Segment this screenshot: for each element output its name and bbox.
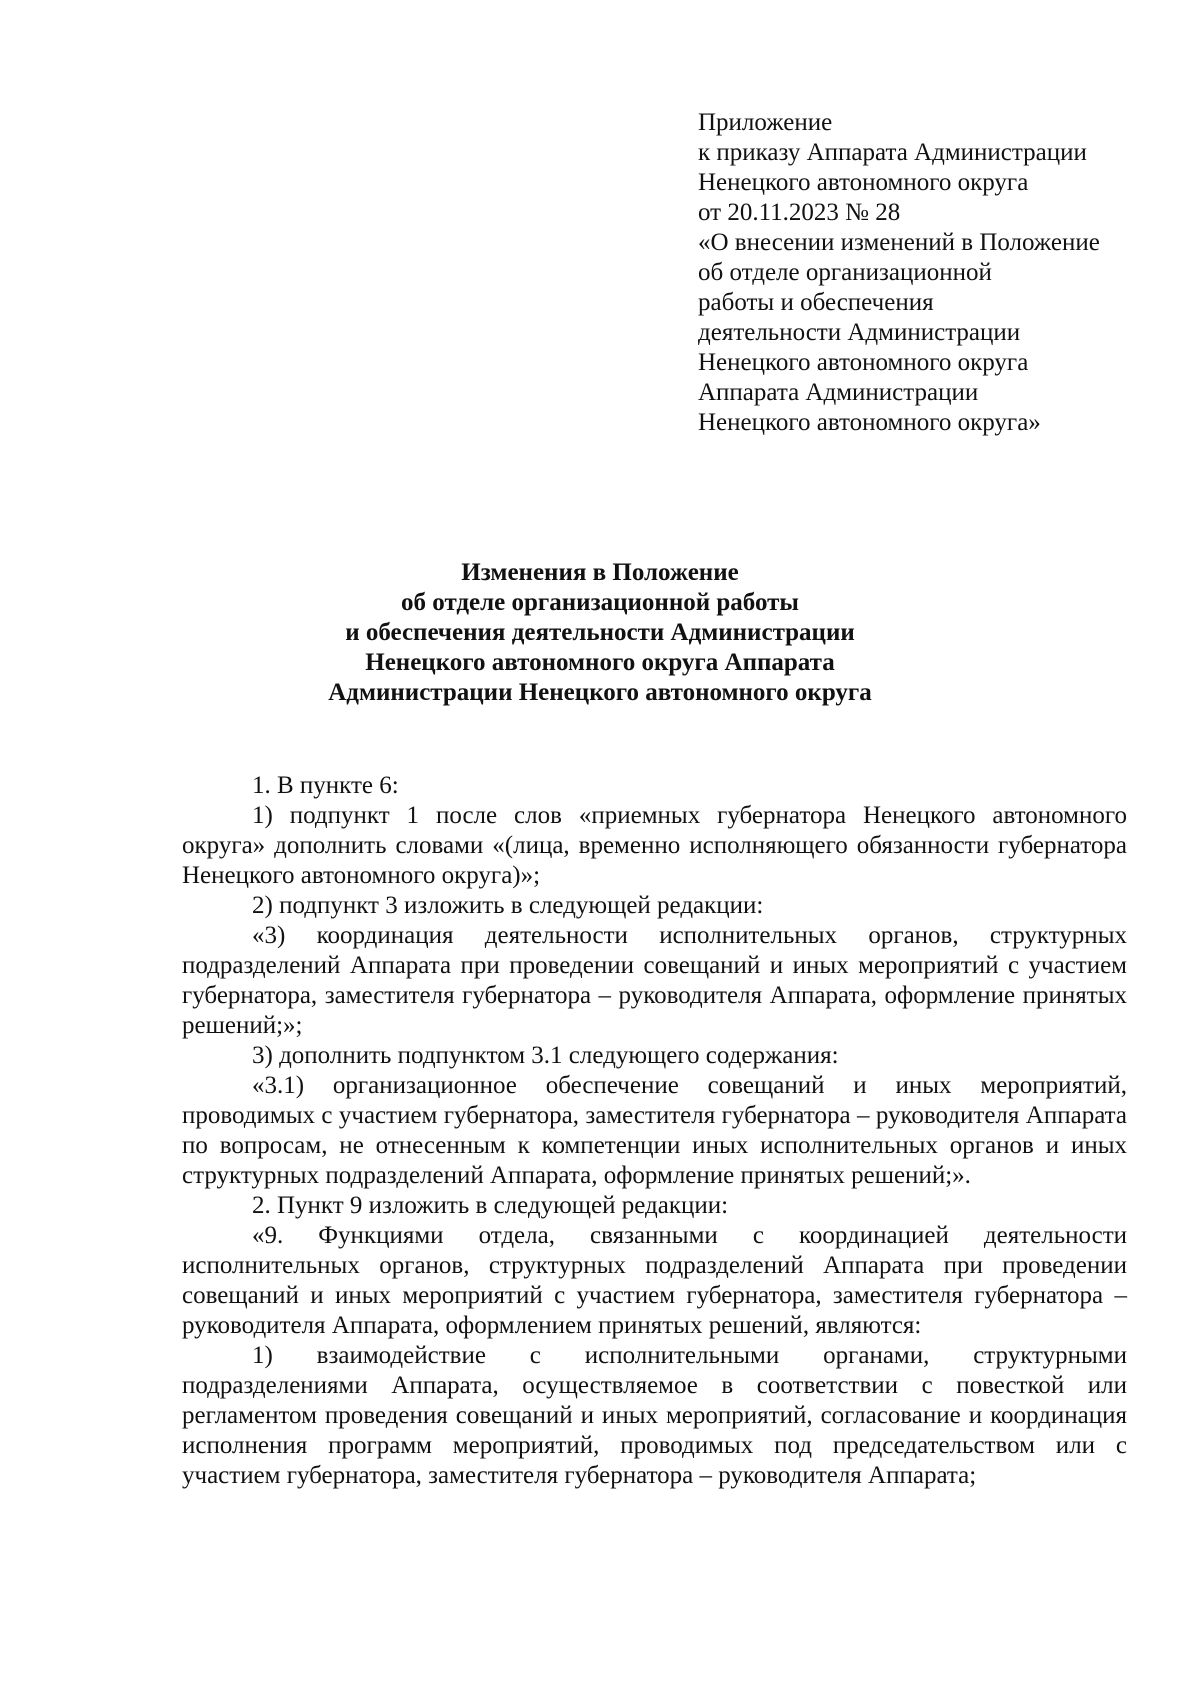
appendix-line: Аппарата Администрации — [698, 379, 979, 406]
body-paragraph: 3) дополнить подпунктом 3.1 следующего содержания: — [252, 1042, 839, 1069]
appendix-line: «О внесении изменений в Положение — [698, 229, 1100, 256]
body-paragraph: 1) подпункт 1 после слов «приемных губернатора Ненецкого автономного округа» дополнить словами «(лица, временно исполняющего обязанности губернатора Ненецкого автономного округа)»; — [182, 802, 1127, 889]
appendix-line: Ненецкого автономного округа — [698, 169, 1029, 196]
body-paragraph: «3) координация деятельности исполнительных органов, структурных подразделений Аппарата при проведении совещаний и иных мероприятий с участием губернатора, заместителя губернатора – руководителя Аппарата, оформление принятых решений;»; — [182, 922, 1127, 1039]
body-paragraph: 2) подпункт 3 изложить в следующей редакции: — [252, 892, 764, 919]
document-title — [150, 558, 1050, 708]
appendix-line: деятельности Администрации — [698, 319, 1021, 346]
appendix-line: от 20.11.2023 № 28 — [698, 199, 901, 226]
body-paragraph: «3.1) организационное обеспечение совещаний и иных мероприятий, проводимых с участием губернатора, заместителя губернатора – руководителя Аппарата по вопросам, не отнесенным к компетенции иных исполнительных органов и иных структурных подразделений Аппарата, оформление принятых решений;». — [182, 1072, 1127, 1189]
document-body — [182, 771, 1127, 1491]
appendix-line: к приказу Аппарата Администрации — [698, 139, 1087, 166]
appendix-header — [698, 108, 1168, 438]
body-paragraph: 1. В пункте 6: — [252, 772, 399, 799]
body-paragraph: 1) взаимодействие с исполнительными органами, структурными подразделениями Аппарата, осуществляемое в соответствии с повесткой или регламентом проведения совещаний и иных мероприятий, согласование и координация исполнения программ мероприятий, проводимых под председательством или с участием губернатора, заместителя губернатора – руководителя Аппарата; — [182, 1342, 1127, 1489]
appendix-line: Ненецкого автономного округа — [698, 349, 1029, 376]
body-paragraph: 2. Пункт 9 изложить в следующей редакции: — [252, 1192, 729, 1219]
appendix-line: об отделе организационной — [698, 259, 992, 286]
title-line: Администрации Ненецкого автономного округа — [328, 679, 872, 706]
appendix-line: Приложение — [698, 109, 833, 136]
appendix-line: Ненецкого автономного округа» — [698, 409, 1041, 436]
title-line: Ненецкого автономного округа Аппарата — [365, 649, 835, 676]
body-paragraph: «9. Функциями отдела, связанными с координацией деятельности исполнительных органов, структурных подразделений Аппарата при проведении совещаний и иных мероприятий с участием губернатора, заместителя губернатора – руководителя Аппарата, оформлением принятых решений, являются: — [182, 1222, 1127, 1339]
title-line: и обеспечения деятельности Администрации — [345, 619, 855, 646]
title-line: об отделе организационной работы — [401, 589, 799, 616]
title-line: Изменения в Положение — [461, 559, 739, 586]
appendix-line: работы и обеспечения — [698, 289, 934, 316]
